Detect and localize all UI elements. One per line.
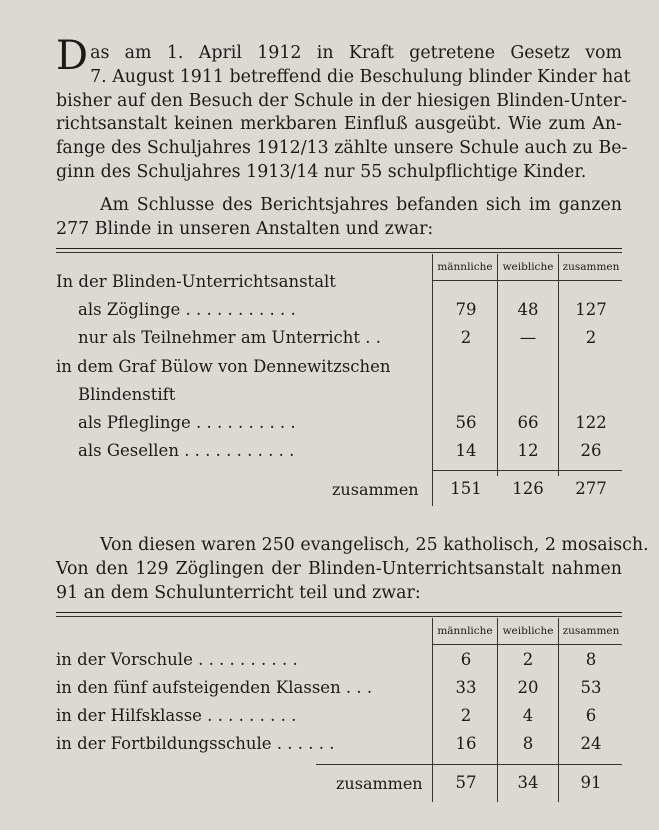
- line-text: as am 1. April 1912 in Kraft getretene Gesetz vom: [90, 43, 622, 63]
- column-header-zusammen: zusammen: [562, 625, 620, 637]
- table-cell: 6: [460, 650, 472, 669]
- total-cell: 151: [450, 479, 482, 498]
- table-cell: 8: [522, 734, 534, 753]
- table-cell: 48: [517, 300, 539, 320]
- header-rule: [432, 644, 622, 645]
- paragraph-line: richtsanstalt keinen merkbaren Einfluß ausgeübt. Wie zum An-: [56, 114, 622, 135]
- column-header-maennlich: männliche: [437, 625, 493, 637]
- paragraph-line: Von den 129 Zöglingen der Blinden-Unterrichtsanstalt nahmen: [56, 558, 622, 579]
- row-label: in dem Graf Bülow von Dennewitzschen: [56, 356, 391, 376]
- table-cell: 53: [580, 678, 602, 697]
- column-header-maennlich: männliche: [437, 261, 493, 273]
- total-label: zusammen: [336, 774, 423, 793]
- total-cell: 91: [580, 773, 602, 792]
- paragraph-line: 7. August 1911 betreffend die Beschulung blinder Kinder hat: [90, 66, 631, 87]
- drop-cap: D: [56, 33, 89, 79]
- row-label: in der Fortbildungsschule . . . . . .: [56, 734, 335, 753]
- table-cell: —: [519, 328, 537, 348]
- table-cell: 66: [517, 413, 539, 432]
- paragraph-summary: [56, 194, 622, 242]
- paragraph-intro: [56, 33, 631, 185]
- total-rule: [432, 470, 622, 471]
- table-cell: 8: [585, 650, 597, 669]
- paragraph-line: fange des Schuljahres 1912/13 zählte unsere Schule auch zu Be-: [56, 138, 628, 159]
- row-label: In der Blinden-Unterrichtsanstalt: [56, 272, 336, 291]
- table-row: [56, 732, 622, 756]
- table-cell: 2: [460, 706, 472, 725]
- row-label: als Gesellen . . . . . . . . . . .: [78, 441, 295, 461]
- table-rule: [56, 248, 622, 249]
- table-cell: 24: [580, 734, 602, 753]
- table-cell: 12: [517, 441, 539, 461]
- table-rule: [56, 252, 622, 253]
- total-cell: 126: [512, 479, 544, 498]
- table-row: [56, 411, 622, 435]
- table-row: [56, 383, 622, 407]
- paragraph-religion: [56, 534, 649, 605]
- total-cell: 277: [575, 479, 607, 498]
- table-cell: 33: [455, 678, 477, 697]
- total-cell: 34: [517, 773, 539, 792]
- total-rule: [316, 764, 622, 765]
- table-rule: [56, 612, 622, 613]
- row-label: in den fünf aufsteigenden Klassen . . .: [56, 678, 373, 697]
- paragraph-line: 277 Blinde in unseren Anstalten und zwar:: [56, 218, 434, 239]
- column-header-zusammen: zusammen: [562, 261, 620, 273]
- table-cell: 2: [585, 328, 597, 348]
- table-school: [56, 612, 622, 807]
- row-label: in der Vorschule . . . . . . . . . .: [56, 650, 298, 669]
- table-rule: [56, 616, 622, 617]
- paragraph-line: Am Schlusse des Berichtsjahres befanden sich im ganzen: [100, 195, 622, 215]
- table-cell: 26: [580, 441, 602, 461]
- total-row: [56, 477, 622, 501]
- row-label: als Pfleglinge . . . . . . . . . .: [78, 413, 296, 432]
- table-cell: 122: [575, 413, 607, 432]
- table-row: [56, 326, 622, 350]
- table-cell: 4: [522, 706, 534, 725]
- row-label: Blindenstift: [78, 384, 176, 404]
- table-row: [56, 439, 622, 463]
- table-cell: 14: [455, 441, 477, 461]
- column-header-weiblich: weibliche: [502, 625, 554, 637]
- table-row: [56, 270, 622, 294]
- paragraph-line: bisher auf den Besuch der Schule in der hiesigen Blinden-Unter-: [56, 90, 628, 111]
- table-row: [56, 676, 622, 700]
- table-row: [56, 648, 622, 672]
- table-row: [56, 355, 622, 379]
- table-row: [56, 704, 622, 728]
- table-cell: 56: [455, 413, 477, 432]
- column-header-weiblich: weibliche: [502, 261, 554, 273]
- total-label: zusammen: [332, 480, 419, 499]
- table-cell: 16: [455, 734, 477, 753]
- row-label: als Zöglinge . . . . . . . . . . .: [78, 300, 296, 320]
- total-row: [56, 771, 622, 795]
- table-cell: 2: [522, 650, 534, 669]
- paragraph-line: 91 an dem Schulunterricht teil und zwar:: [56, 582, 421, 603]
- table-cell: 127: [575, 300, 607, 320]
- table-cell: 79: [455, 300, 477, 320]
- paragraph-line: ginn des Schuljahres 1913/14 nur 55 schulpflichtige Kinder.: [56, 161, 587, 182]
- total-cell: 57: [455, 773, 477, 792]
- table-row: [56, 298, 622, 322]
- table-cell: 2: [460, 328, 472, 348]
- table-cell: 20: [517, 678, 539, 697]
- paragraph-line: Von diesen waren 250 evangelisch, 25 katholisch, 2 mosaisch.: [100, 535, 649, 555]
- row-label: in der Hilfsklasse . . . . . . . . .: [56, 706, 297, 725]
- row-label: nur als Teilnehmer am Unterricht . .: [78, 328, 382, 348]
- table-inmates: [56, 248, 622, 508]
- table-cell: 6: [585, 706, 597, 725]
